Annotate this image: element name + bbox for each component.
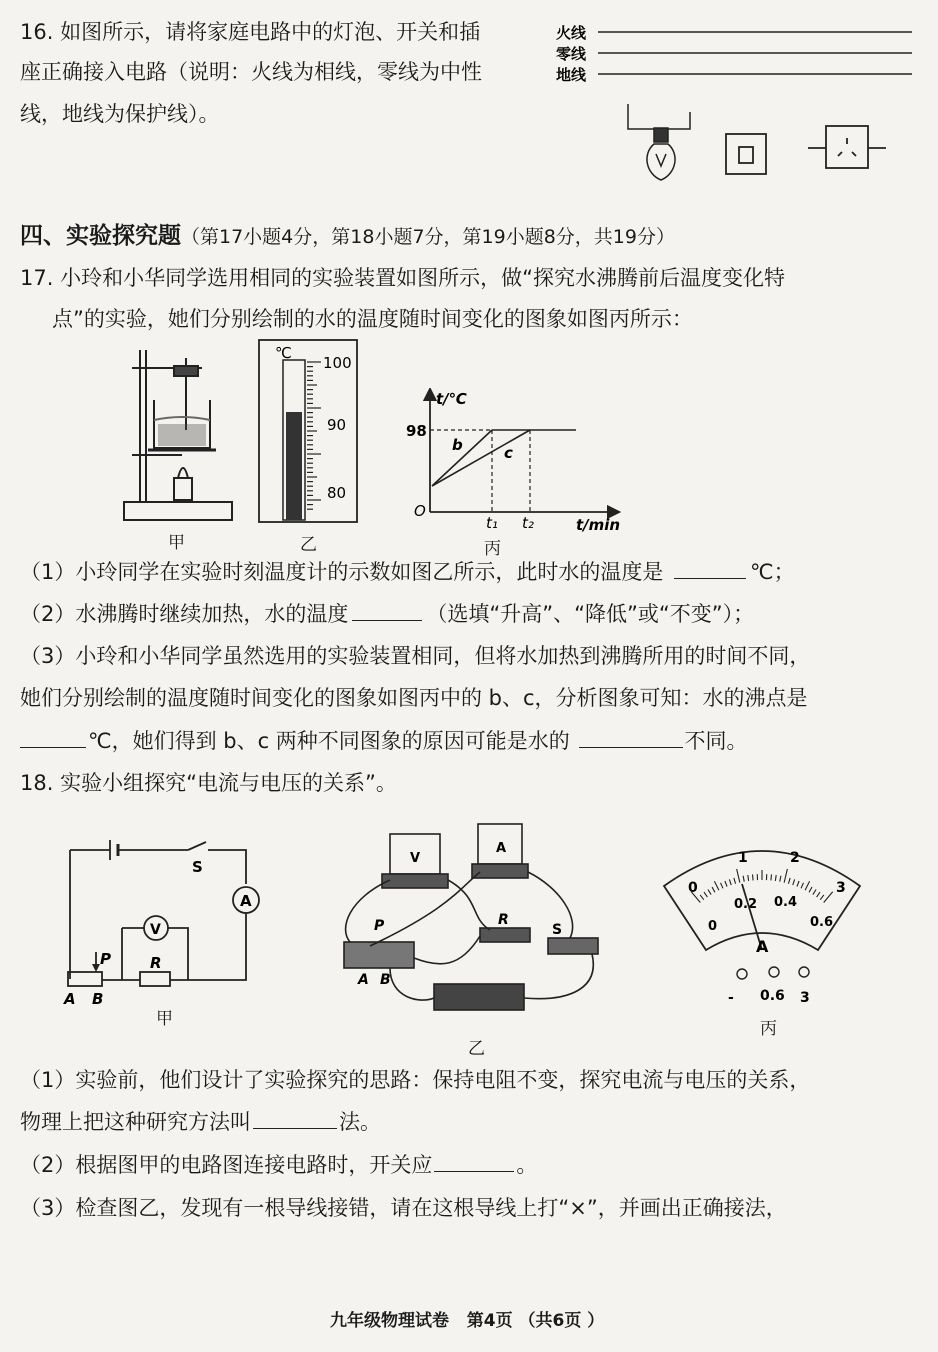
- thermometer-figure: [255, 338, 370, 526]
- light-bulb-icon: [628, 104, 690, 180]
- fig-yi-caption: 乙: [300, 535, 317, 555]
- dial-tick: [737, 869, 740, 883]
- zero-wire-label: 零线: [556, 45, 587, 63]
- q17-sub1-text: （1）小玲同学在实验时刻温度计的示数如图乙所示，此时水的温度是: [20, 560, 664, 584]
- q17-sub2-options: （选填“升高”、“降低”或“不变”）；: [426, 602, 755, 626]
- graph-y-label: t/℃: [436, 390, 467, 408]
- device-end-a: A: [358, 972, 369, 988]
- switch-device: [548, 938, 598, 954]
- q17-sub3-blank-2[interactable]: [579, 727, 683, 748]
- q18-sub1-blank[interactable]: [253, 1108, 337, 1129]
- dial-tick: [712, 887, 715, 892]
- q18-sub3: （3）检查图乙，发现有一根导线接错，请在这根导线上打“×”，并画出正确接法，: [20, 1196, 787, 1220]
- device-p-label: P: [374, 918, 385, 934]
- rheostat-end-b: B: [92, 990, 104, 1008]
- ammeter-a-label: A: [240, 892, 252, 910]
- q17-sub3-line-1: （3）小玲和小华同学虽然选用的实验装置相同，但将水加热到沸腾所用的时间不同，: [20, 644, 811, 668]
- q18-sub2-end: 。: [516, 1153, 538, 1177]
- q18-sub2-text: （2）根据图甲的电路图连接电路时，开关应: [20, 1153, 433, 1177]
- footer-subject: 九年级物理试卷: [330, 1311, 449, 1331]
- q17-sub2-blank[interactable]: [352, 600, 422, 621]
- thermo-unit: ℃: [275, 344, 292, 362]
- dial-0-top: 0: [688, 880, 698, 896]
- mercury-column: [286, 412, 302, 520]
- dial-tick: [797, 881, 799, 887]
- graph-b-label: b: [452, 436, 463, 454]
- q17-sub3-end: 不同。: [684, 729, 748, 753]
- q18-sub1-end: 法。: [339, 1110, 381, 1134]
- q18-sub2: [20, 1151, 537, 1179]
- temperature-time-graph: [404, 388, 634, 534]
- dial-tick: [820, 895, 824, 900]
- q18-sub1-line-1: （1）实验前，他们设计了实验探究的思路：保持电阻不变，探究电流与电压的关系，: [20, 1068, 811, 1092]
- q17-sub1: [20, 558, 795, 586]
- slider-p-label: P: [100, 950, 111, 968]
- thermo-90-label: 90: [327, 416, 347, 434]
- dial-1: 1: [738, 850, 748, 866]
- ammeter-dial-figure: [656, 826, 868, 1036]
- q17-sub3-blank-1[interactable]: [20, 727, 86, 748]
- dial-06: 0.6: [810, 915, 834, 930]
- dial-tick: [700, 895, 704, 900]
- q17-line-2: 点”的实验，她们分别绘制的水的温度随时间变化的图象如图丙所示：: [52, 307, 693, 331]
- rheostat-end-a: A: [64, 990, 76, 1008]
- switch-s-label: S: [192, 858, 203, 876]
- fig18-bing-caption: 丙: [760, 1019, 777, 1039]
- battery-device: [434, 984, 524, 1010]
- thermo-100-label: 100: [323, 354, 352, 372]
- dial-2: 2: [790, 850, 800, 866]
- dial-tick: [809, 887, 812, 892]
- dial-tick: [748, 875, 749, 881]
- fig-bing-caption: 丙: [484, 539, 501, 559]
- device-s-label: S: [552, 922, 563, 938]
- dial-tick: [780, 876, 781, 882]
- fire-wire-label: 火线: [556, 24, 587, 42]
- boiling-apparatus-figure: [118, 340, 242, 525]
- fig18-yi-caption: 乙: [468, 1039, 485, 1059]
- terminal-minus: -: [728, 990, 734, 1006]
- dial-tick: [714, 881, 718, 890]
- q16-line-3: 线，地线为保护线）。: [20, 102, 220, 126]
- dial-tick: [824, 892, 833, 903]
- page-footer: [330, 1306, 604, 1331]
- q16-line-1: 16. 如图所示，请将家庭电路中的灯泡、开关和插: [20, 20, 481, 44]
- dial-tick: [813, 889, 816, 894]
- dial-0-bottom: 0: [708, 919, 718, 934]
- dial-tick: [793, 879, 795, 885]
- fig18-jia-caption: 甲: [156, 1009, 173, 1029]
- dial-tick: [784, 869, 787, 883]
- dial-tick: [704, 892, 707, 897]
- dial-tick: [771, 874, 772, 880]
- section-score-note: （第17小题4分，第18小题7分，第19小题8分，共19分）: [181, 226, 675, 248]
- section-heading: 四、实验探究题: [20, 223, 181, 249]
- voltmeter-v-label: V: [150, 922, 161, 938]
- device-a-label: A: [496, 841, 507, 856]
- q17-line-1: 17. 小玲和小华同学选用相同的实验装置如图所示，做“探究水沸腾前后温度变化特: [20, 266, 785, 290]
- graph-t1-label: t₁: [486, 514, 498, 532]
- ground-wire-label: 地线: [556, 66, 587, 84]
- dial-tick: [801, 883, 803, 888]
- resistor-r-label: R: [150, 954, 162, 972]
- fig-jia-caption: 甲: [168, 533, 185, 553]
- q18-line-1: 18. 实验小组探究“电流与电压的关系”。: [20, 771, 397, 795]
- dial-tick: [805, 881, 809, 890]
- dial-tick: [817, 892, 820, 897]
- line-c: [432, 430, 530, 486]
- socket-icon: [808, 126, 886, 168]
- dial-04: 0.4: [774, 895, 798, 910]
- rheostat-device: [344, 942, 414, 968]
- graph-origin-label: O: [414, 502, 426, 520]
- q17-sub3-line-3: [20, 727, 748, 755]
- dial-tick: [725, 881, 727, 887]
- device-r-label: R: [498, 912, 509, 928]
- q17-sub2-text: （2）水沸腾时继续加热，水的温度: [20, 602, 349, 626]
- section-title: [20, 222, 675, 251]
- resistor-device: [480, 928, 530, 942]
- dial-tick: [775, 875, 776, 881]
- graph-t2-label: t₂: [522, 514, 534, 532]
- dial-3: 3: [836, 880, 846, 896]
- physical-circuit-figure: [330, 818, 620, 1028]
- q17-sub1-unit: ℃；: [750, 560, 795, 584]
- household-circuit-figure: [550, 14, 922, 190]
- graph-c-label: c: [504, 444, 513, 462]
- graph-98-label: 98: [406, 422, 427, 440]
- dial-tick: [708, 889, 711, 894]
- dial-tick: [743, 876, 744, 882]
- device-end-b: B: [380, 972, 391, 988]
- graph-x-label: t/min: [576, 516, 621, 534]
- dial-unit: A: [756, 937, 769, 956]
- circuit-diagram: [56, 832, 268, 1028]
- switch-icon: [726, 134, 766, 174]
- q17-sub1-blank[interactable]: [674, 558, 746, 579]
- q18-sub1-line-2: [20, 1108, 381, 1136]
- dial-tick: [734, 878, 736, 884]
- q18-sub1-text: 物理上把这种研究方法叫: [20, 1110, 251, 1134]
- dial-tick: [753, 874, 754, 880]
- q18-sub2-blank[interactable]: [434, 1151, 514, 1172]
- device-v-label: V: [410, 851, 421, 866]
- dial-02: 0.2: [734, 897, 758, 912]
- footer-page: 第4页 （共6页 ）: [466, 1311, 605, 1331]
- thermo-80-label: 80: [327, 484, 347, 502]
- terminal-06: 0.6: [760, 988, 785, 1004]
- q16-line-2: 座正确接入电路（说明：火线为相线，零线为中性: [20, 60, 482, 84]
- terminal-3: 3: [800, 990, 810, 1006]
- dial-tick: [721, 883, 723, 888]
- dial-tick: [788, 878, 790, 884]
- q17-sub3-line-2: 她们分别绘制的温度随时间变化的图象如图丙中的 b、c，分析图象可知：水的沸点是: [20, 686, 808, 710]
- q17-sub2: [20, 600, 754, 628]
- q17-sub3-text: ℃，她们得到 b、c 两种不同图象的原因可能是水的: [88, 729, 570, 753]
- dial-tick: [729, 879, 731, 885]
